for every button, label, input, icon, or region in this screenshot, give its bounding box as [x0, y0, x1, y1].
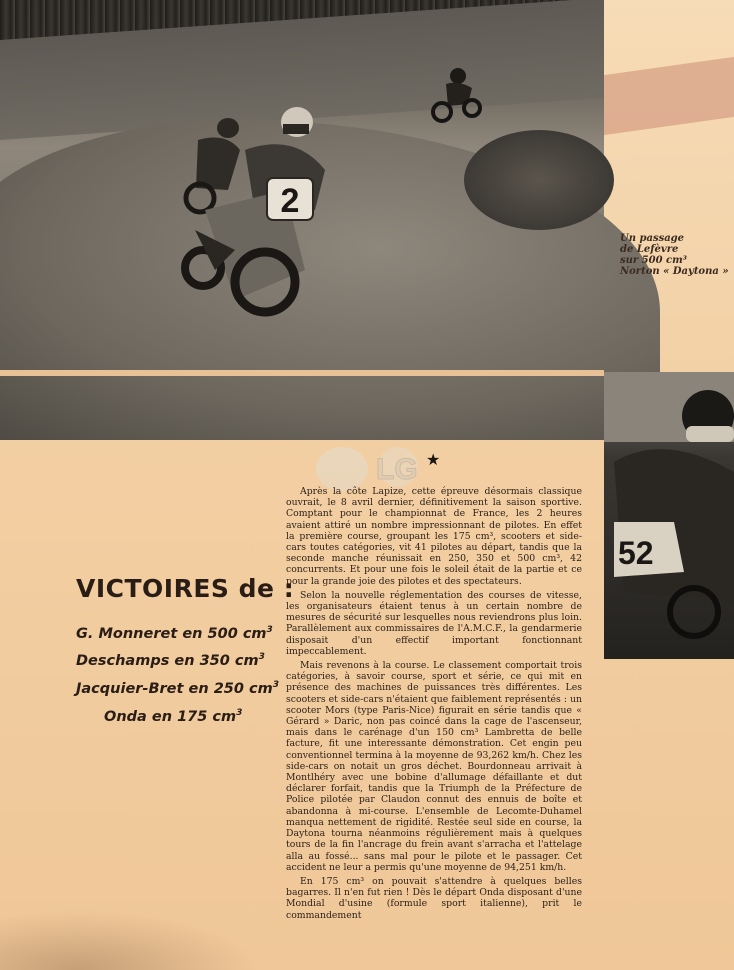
winner-name: Jacquier-Bret [76, 680, 184, 697]
margin-stripe [604, 57, 734, 135]
caption-line: sur 500 cm³ [620, 255, 688, 266]
winner-class: en 175 cm [151, 708, 237, 725]
photo-caption [620, 233, 732, 277]
track-infield [464, 130, 614, 230]
article-body [286, 486, 582, 924]
headline: VICTOIRES de : [76, 574, 295, 603]
winner-class: en 500 cm [182, 625, 267, 642]
logo-text: LG [376, 453, 418, 486]
winner-name: Deschamps [76, 652, 170, 669]
winner-exp: 3 [272, 680, 279, 690]
article-paragraph: Après la côte Lapize, cette épreuve désormais classique ouvrait, le 8 avril dernier, définitivement la saison sportive. Comptant pour le championnat de France, les 2 heures avaient attiré un nombre impressionnant de pilotes. En effet la première course, groupant les 175 cm³, scooters et side-cars toutes catégories, vit 41 pilotes au départ, tandis que la seconde manche réunissait en 250, 350 et 500 cm³, 42 concurrents. Et pour une fois le soleil était de la partie et ce pour la grande joie des pilotes et des spectateurs. [286, 486, 582, 587]
article-paragraph: Selon la nouvelle réglementation des courses de vitesse, les organisateurs étaient tenus à un certain nombre de mesures de sécurité sur lesquelles nous reviendrons plus loin. Parallèlement aux commissaires de l'A.M.C.F., la gendarmerie disposait d'un effectif important fonctionnant impeccablement. [286, 589, 582, 657]
winner-exp: 3 [266, 625, 273, 635]
winner-line [76, 625, 273, 642]
race-number-label: 52 [618, 535, 654, 571]
winner-line [76, 652, 265, 669]
star-icon: ★ [426, 450, 441, 469]
winner-name: G. Monneret [76, 625, 178, 642]
page-stain [0, 910, 260, 970]
article-paragraph: En 175 cm³ on pouvait s'attendre à quelques belles bagarres. Il n'en fut rien ! Dès le départ Onda disposant d'une Mondial d'usine (formule sport italienne), prit le commandement [286, 875, 582, 921]
photo-divider [0, 370, 604, 376]
lead-rider [175, 100, 335, 330]
winner-line [76, 680, 279, 697]
winner-name: Onda [104, 708, 147, 725]
winner-exp: 3 [236, 708, 243, 718]
winner-class: en 250 cm [188, 680, 273, 697]
race-number-label: 2 [280, 182, 300, 220]
article-paragraph: Mais revenons à la course. Le classement comportait trois catégories, à savoir course, sport et série, ce qui mit en présence des machines de puissances très différentes. Les scooters et side-cars n'étaient que faiblement représentés : un scooter Mors (type Paris-Nice) figurait en série tandis que « Gérard » Daric, non pas coincé dans la cage de l'ascenseur, mais dans le carénage d'un 150 cm³ Lambretta de belle facture, fit une interessante démonstration. Cet engin peu conventionnel termina à la moyenne de 93,262 km/h. Chez les side-cars on notait un gros déchet. Bourdonneau arrivait à Montlhéry avec une bobine d'allumage défaillante et dut déclarer forfait, tandis que la Triumph de la Préfecture de Police pilotée par Claudon connut des ennuis de boîte et abandonna à mi-course. L'ensemble de Lecomte-Duhamel manqua nettement de rigidité. Restée seul side en course, la Daytona tourna néanmoins régulièrement mais à quelques tours de la fin l'ancrage du frein avant s'arracha et l'attelage alla au fossé... sans mal pour le pilote et le passager. Cet accident ne leur a permis qu'une moyenne de 94,251 km/h. [286, 660, 582, 873]
winner-exp: 3 [258, 652, 265, 662]
distant-rider [428, 62, 488, 124]
caption-line: Un passage [620, 233, 685, 244]
winner-line [104, 708, 242, 725]
race-photo-right [604, 372, 734, 659]
winner-class: en 350 cm [174, 652, 259, 669]
race-photo-top [0, 0, 604, 370]
caption-line: Norton « Daytona » [620, 266, 729, 277]
caption-line: de Lefèvre [620, 244, 679, 255]
